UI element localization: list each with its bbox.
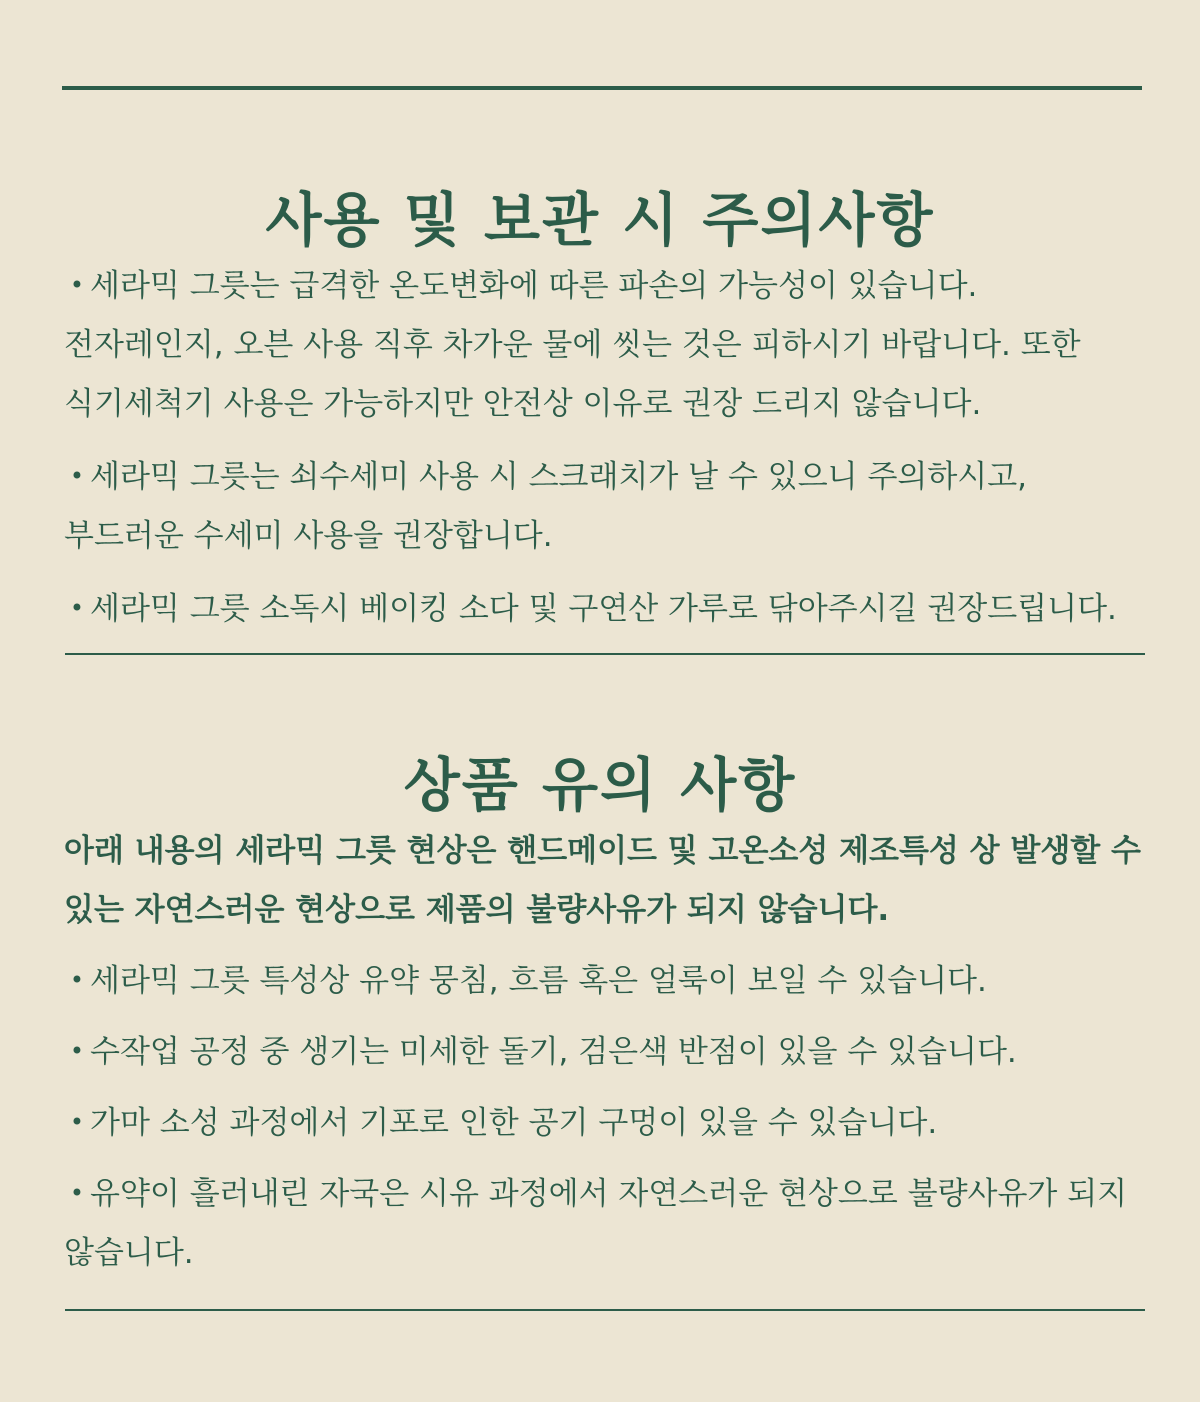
product-note-item-2-text: 수작업 공정 중 생기는 미세한 돌기, 검은색 반점이 있을 수 있습니다. (90, 1034, 1017, 1070)
precaution-item-2 (64, 447, 1144, 566)
bullet-icon: • (69, 594, 85, 622)
product-note-item-2 (64, 1022, 1144, 1082)
product-note-item-3 (64, 1093, 1144, 1153)
bullet-icon: • (69, 1108, 85, 1136)
bullet-icon: • (69, 966, 85, 994)
product-notes-intro: 아래 내용의 세라믹 그릇 현상은 핸드메이드 및 고온소성 제조특성 상 발생할 수 있는 자연스러운 현상으로 제품의 불량사유가 되지 않습니다. (64, 833, 1141, 928)
bullet-icon: • (69, 1037, 85, 1065)
precaution-item-3-text: 세라믹 그릇 소독시 베이킹 소다 및 구연산 가루로 닦아주시길 권장드립니다. (90, 591, 1117, 627)
product-note-item-4 (64, 1164, 1144, 1283)
product-notes-list (64, 822, 1144, 1283)
precaution-item-2-text: 세라믹 그릇는 쇠수세미 사용 시 스크래치가 날 수 있으니 주의하시고, 부드러운 수세미 사용을 권장합니다. (64, 459, 1028, 554)
product-note-item-1-text: 세라믹 그릇 특성상 유약 뭉침, 흐름 혹은 얼룩이 보일 수 있습니다. (90, 963, 987, 999)
product-notes-title: 상품 유의 사항 (403, 750, 797, 819)
product-note-item-4-text: 유약이 흘러내린 자국은 시유 과정에서 자연스러운 현상으로 불량사유가 되지 않습니다. (64, 1176, 1128, 1271)
precaution-item-3 (64, 579, 1144, 639)
bullet-icon: • (69, 462, 85, 490)
bullet-icon: • (69, 1179, 85, 1207)
product-note-item-3-text: 가마 소성 과정에서 기포로 인한 공기 구멍이 있을 수 있습니다. (90, 1105, 938, 1141)
precautions-list (64, 256, 1144, 639)
precautions-title: 사용 및 보관 시 주의사항 (265, 185, 935, 254)
middle-divider (65, 653, 1145, 655)
precaution-item-1 (64, 256, 1144, 434)
bullet-icon: • (69, 271, 85, 299)
top-divider (62, 86, 1142, 90)
product-note-item-1 (64, 951, 1144, 1011)
bottom-divider (65, 1309, 1145, 1311)
precaution-item-1-text: 세라믹 그릇는 급격한 온도변화에 따른 파손의 가능성이 있습니다. 전자레인지, 오븐 사용 직후 차가운 물에 씻는 것은 피하시기 바랍니다. 또한 식기세척기 사용은 가능하지만 안전상 이유로 권장 드리지 않습니다. (64, 268, 1081, 422)
